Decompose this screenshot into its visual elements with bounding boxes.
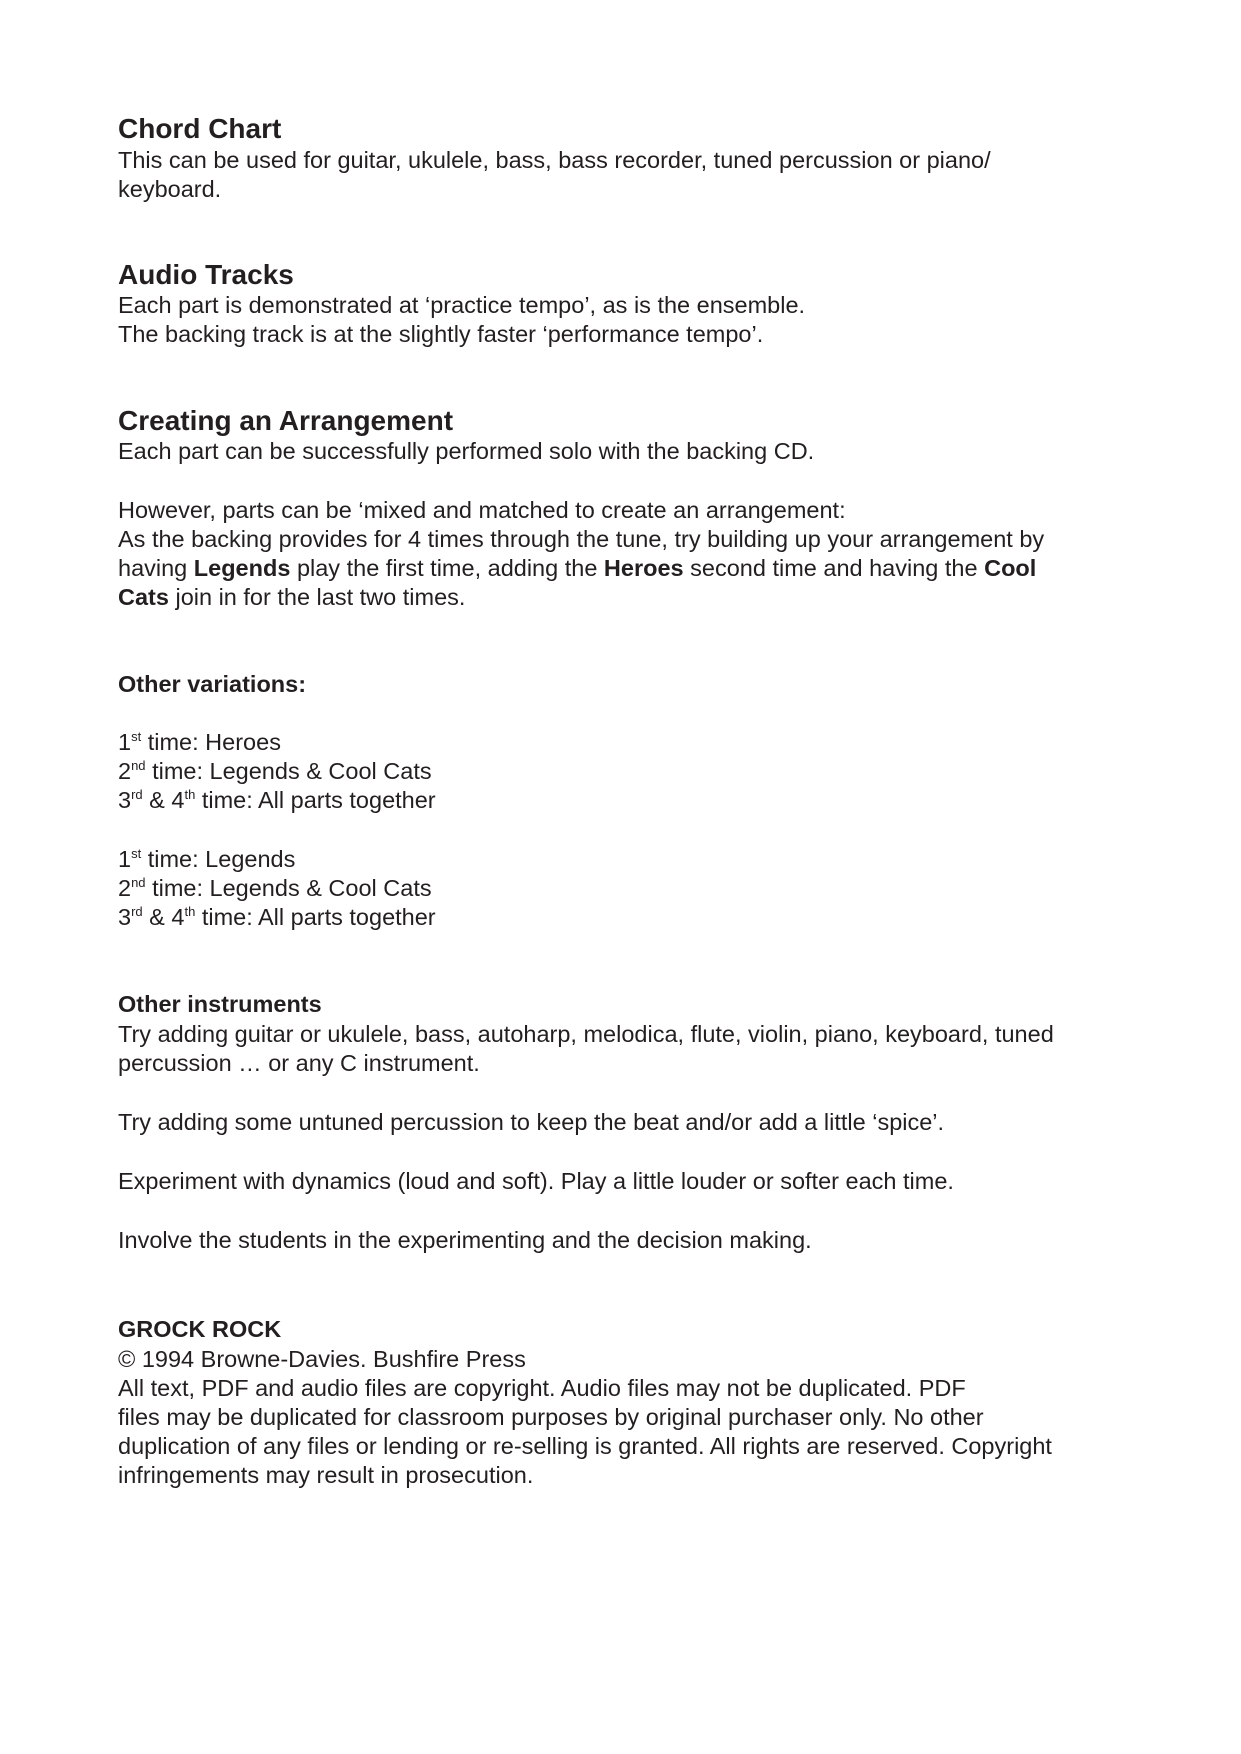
cool-emphasis: Cool <box>984 555 1037 581</box>
copyright-line-2: All text, PDF and audio files are copyright. Audio files may not be duplicated. PDF <box>118 1375 966 1401</box>
chord-chart-heading: Chord Chart <box>118 113 282 144</box>
audio-tracks-text-line-1: Each part is demonstrated at ‘practice tempo’, as is the ensemble. <box>118 292 806 318</box>
audio-tracks-heading: Audio Tracks <box>118 259 294 290</box>
instruments-text-line-1: Try adding guitar or ukulele, bass, autoharp, melodica, flute, violin, piano, keyboard, tuned <box>118 1021 1054 1047</box>
variation-2-line-2: 2nd time: Legends & Cool Cats <box>118 875 432 901</box>
chord-chart-text-line-1: This can be used for guitar, ukulele, bass, bass recorder, tuned percussion or piano/ <box>118 147 991 173</box>
variation-2-line-1: 1st time: Legends <box>118 846 296 872</box>
copyright-title: GROCK ROCK <box>118 1316 282 1342</box>
arrangement-text-line-4: having Legends play the first time, adding the Heroes second time and having the Cool <box>118 555 1037 581</box>
instruments-text-line-4: Experiment with dynamics (loud and soft). Play a little louder or softer each time. <box>118 1168 954 1194</box>
arrangement-text-line-5: Cats join in for the last two times. <box>118 584 466 610</box>
cats-emphasis: Cats <box>118 584 169 610</box>
audio-tracks-text-line-2: The backing track is at the slightly faster ‘performance tempo’. <box>118 321 764 347</box>
legends-emphasis: Legends <box>193 555 291 581</box>
variation-1-line-2: 2nd time: Legends & Cool Cats <box>118 758 432 784</box>
arrangement-text-line-1: Each part can be successfully performed solo with the backing CD. <box>118 438 815 464</box>
copyright-line-1: © 1994 Browne-Davies. Bushfire Press <box>118 1346 526 1372</box>
copyright-line-3: files may be duplicated for classroom purposes by original purchaser only. No other <box>118 1404 984 1430</box>
instruments-text-line-3: Try adding some untuned percussion to keep the beat and/or add a little ‘spice’. <box>118 1109 945 1135</box>
variation-2-line-3: 3rd & 4th time: All parts together <box>118 904 436 930</box>
copyright-line-4: duplication of any files or lending or re-selling is granted. All rights are reserved. Copyright <box>118 1433 1052 1459</box>
variation-1-line-3: 3rd & 4th time: All parts together <box>118 787 436 813</box>
arrangement-text-line-2: However, parts can be ‘mixed and matched to create an arrangement: <box>118 497 846 523</box>
creating-arrangement-heading: Creating an Arrangement <box>118 405 454 436</box>
instruments-text-line-5: Involve the students in the experimenting and the decision making. <box>118 1227 812 1253</box>
heroes-emphasis: Heroes <box>603 555 684 581</box>
copyright-line-5: infringements may result in prosecution. <box>118 1462 534 1488</box>
chord-chart-text-line-2: keyboard. <box>118 176 222 202</box>
variation-1-line-1: 1st time: Heroes <box>118 729 281 755</box>
other-variations-heading: Other variations: <box>118 671 307 697</box>
instruments-text-line-2: percussion … or any C instrument. <box>118 1050 480 1076</box>
other-instruments-heading: Other instruments <box>118 991 322 1017</box>
arrangement-text-line-3: As the backing provides for 4 times through the tune, try building up your arrangement by <box>118 526 1045 552</box>
